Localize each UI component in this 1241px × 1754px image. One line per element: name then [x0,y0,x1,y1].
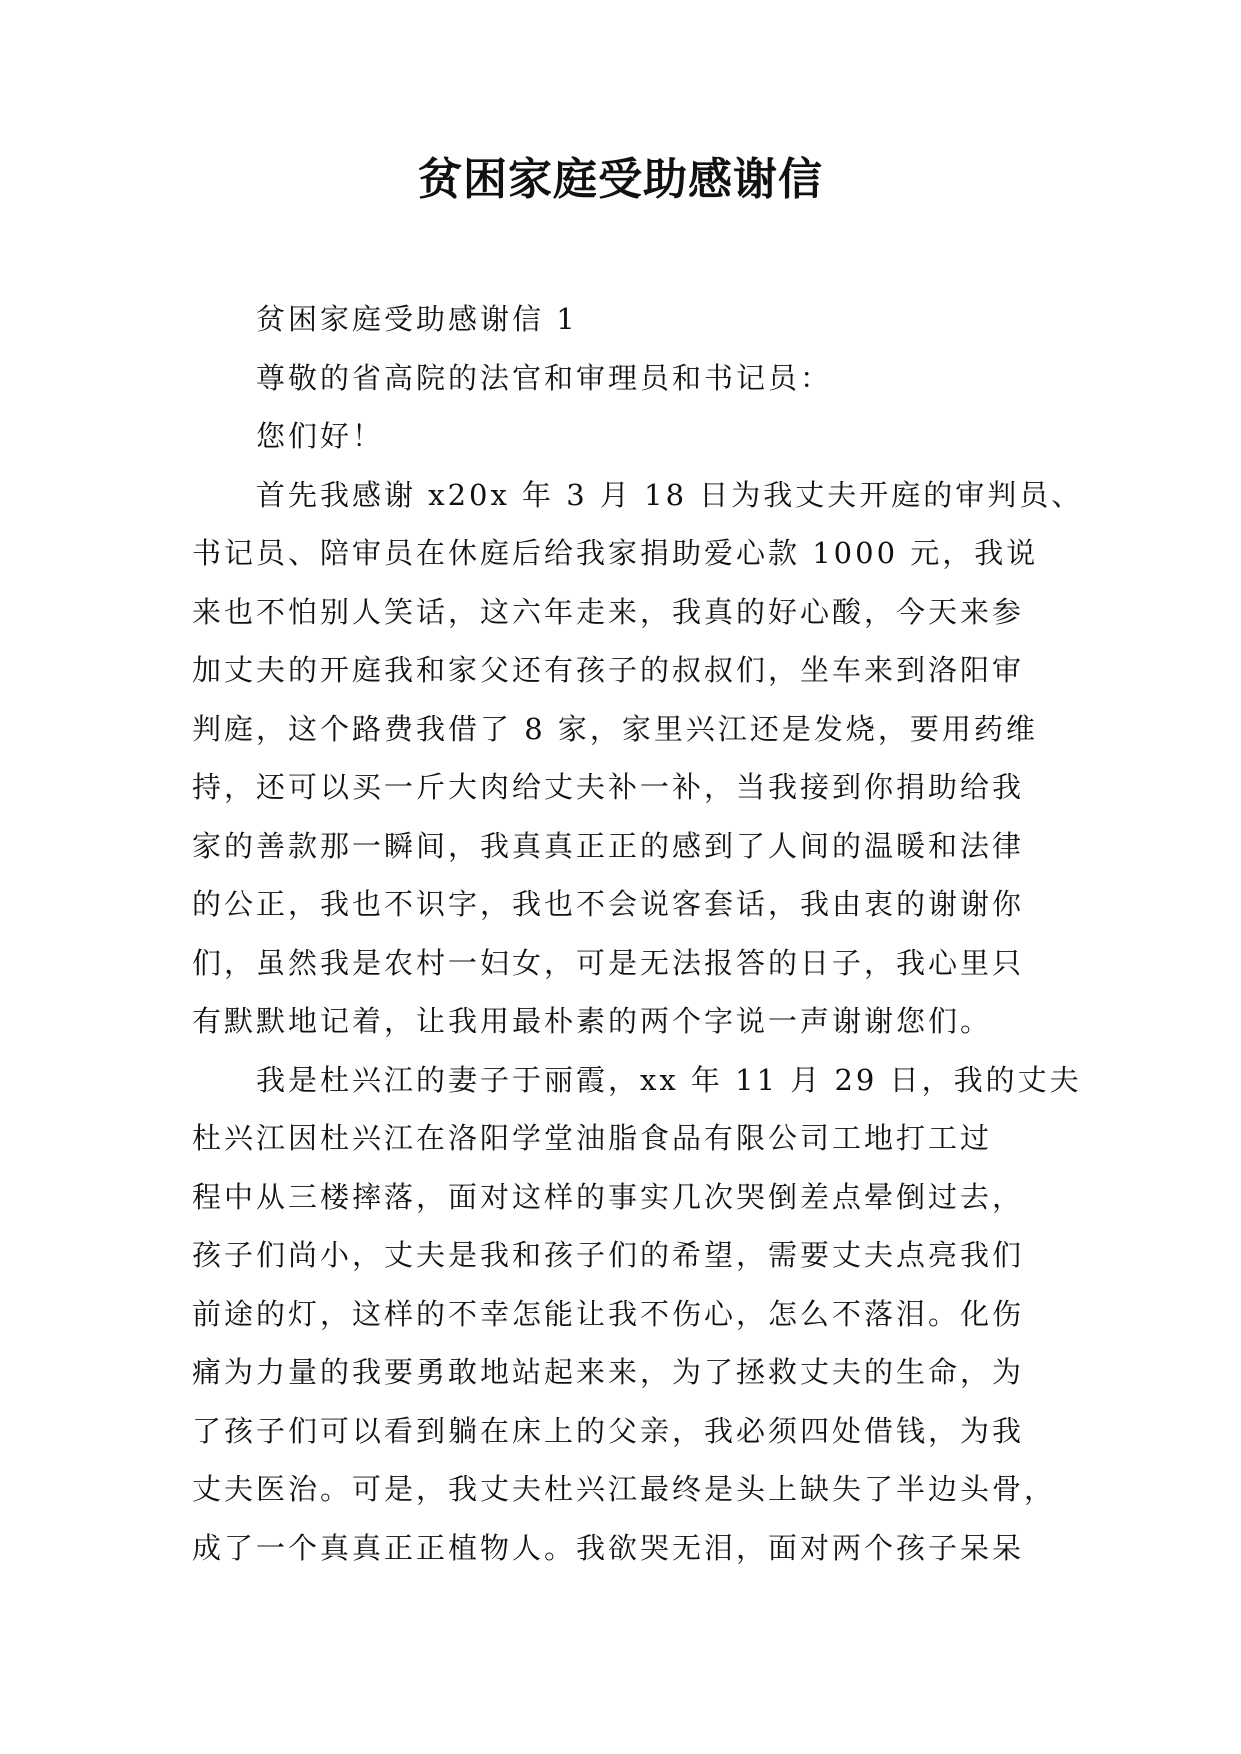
paragraph-line: 我是杜兴江的妻子于丽霞，xx 年 11 月 29 日，我的丈夫 [256,1062,1082,1097]
paragraph-line: 书记员、陪审员在休庭后给我家捐助爱心款 1000 元，我说 [192,536,1039,570]
document-body [192,290,1084,1577]
paragraph-line: 有默默地记着，让我用最朴素的两个字说一声谢谢您们。 [192,1004,993,1038]
paragraph-line: 前途的灯，这样的不幸怎能让我不伤心，怎么不落泪。化伤 [192,1296,1025,1331]
paragraph-line: 来也不怕别人笑话，这六年走来，我真的好心酸，今天来参 [192,594,1025,629]
paragraph-line: 丈夫医治。可是，我丈夫杜兴江最终是头上缺失了半边头骨， [192,1472,1057,1506]
paragraph-line: 家的善款那一瞬间，我真真正正的感到了人间的温暖和法律 [192,828,1025,863]
paragraph-line: 成了一个真真正正植物人。我欲哭无泪，面对两个孩子呆呆 [192,1530,1025,1565]
paragraph-line: 们，虽然我是农村一妇女，可是无法报答的日子，我心里只 [192,945,1025,980]
paragraph-line: 的公正，我也不识字，我也不会说客套话，我由衷的谢谢你 [192,887,1025,921]
greeting-line: 您们好！ [256,419,385,453]
subtitle-line: 贫困家庭受助感谢信 1 [256,302,578,336]
paragraph-line: 杜兴江因杜兴江在洛阳学堂油脂食品有限公司工地打工过 [192,1121,993,1155]
paragraph-line: 首先我感谢 x20x 年 3 月 18 日为我丈夫开庭的审判员、 [256,477,1084,512]
paragraph-line: 了孩子们可以看到躺在床上的父亲，我必须四处借钱，为我 [192,1413,1025,1448]
paragraph-line: 判庭，这个路费我借了 8 家，家里兴江还是发烧，要用药维 [192,711,1038,746]
paragraph-line: 程中从三楼摔落，面对这样的事实几次哭倒差点晕倒过去， [192,1179,1025,1214]
paragraph-line: 持，还可以买一斤大肉给丈夫补一补，当我接到你捐助给我 [192,770,1025,804]
paragraph-line: 孩子们尚小，丈夫是我和孩子们的希望，需要丈夫点亮我们 [192,1238,1025,1272]
paragraph-line: 加丈夫的开庭我和家父还有孩子的叔叔们，坐车来到洛阳审 [192,653,1025,687]
document-title: 贫困家庭受助感谢信 [418,154,823,205]
salutation-line: 尊敬的省高院的法官和审理员和书记员： [256,360,833,395]
paragraph-line: 痛为力量的我要勇敢地站起来来，为了拯救丈夫的生命，为 [192,1355,1025,1389]
